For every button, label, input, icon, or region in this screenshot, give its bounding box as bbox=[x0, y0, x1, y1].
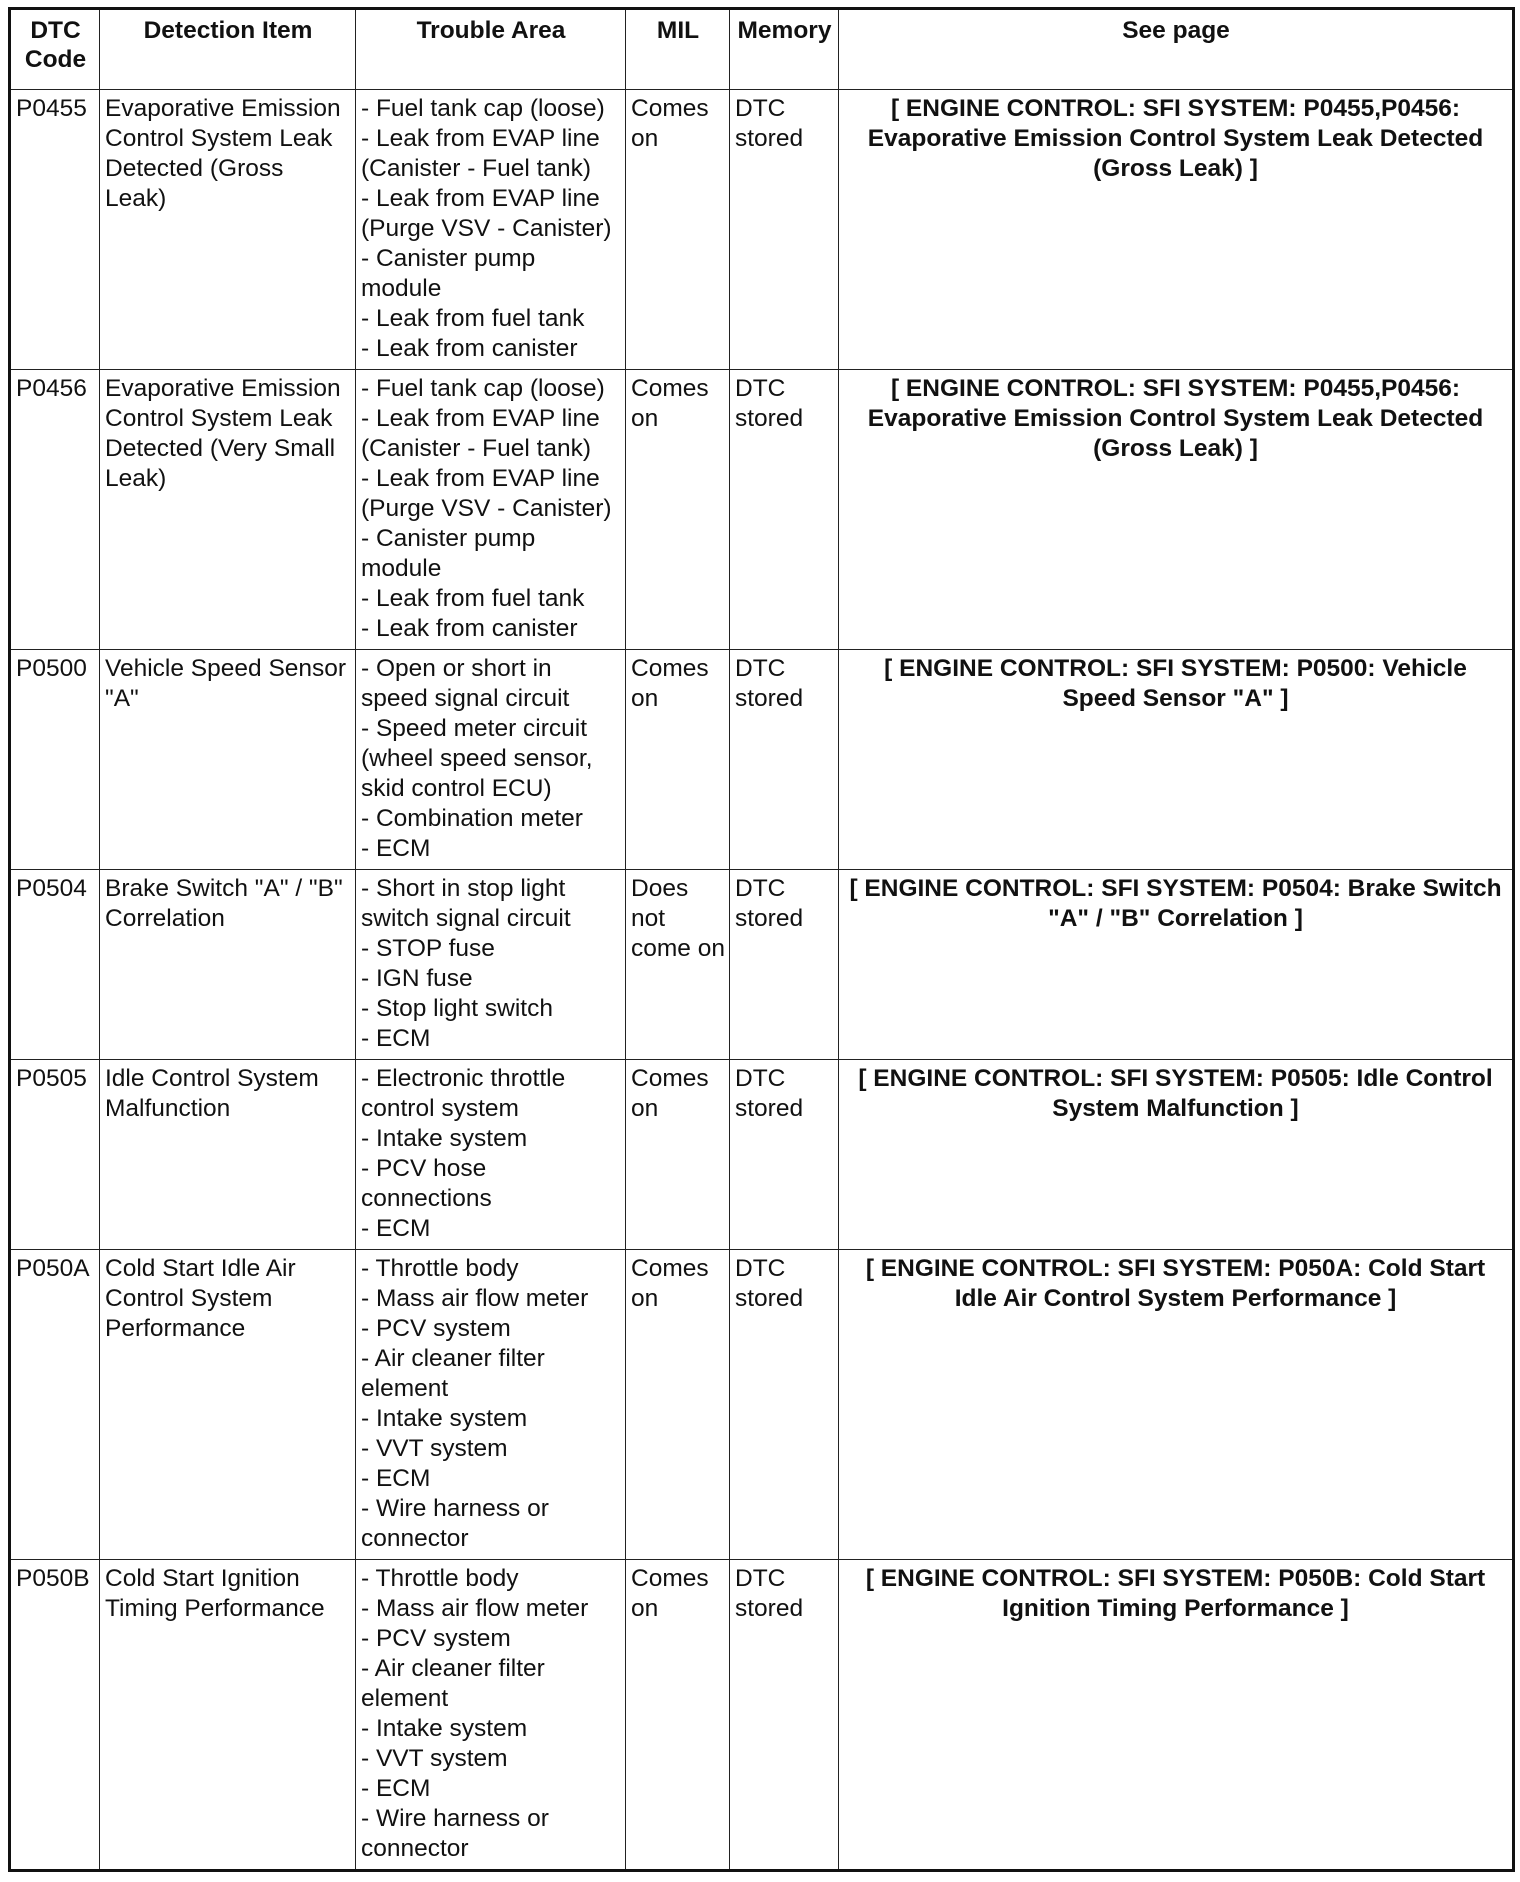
table-row bbox=[10, 870, 1514, 1060]
header-row bbox=[10, 9, 1514, 90]
memory-status: DTC stored bbox=[730, 1060, 839, 1250]
dtc-code: P0500 bbox=[10, 650, 100, 870]
mil-status: Comes on bbox=[626, 650, 730, 870]
memory-status: DTC stored bbox=[730, 1560, 839, 1871]
trouble-line: - STOP fuse bbox=[361, 935, 495, 962]
trouble-area bbox=[356, 870, 626, 1060]
trouble-line: - Air cleaner filter element bbox=[361, 1345, 545, 1402]
header-memory: Memory bbox=[730, 9, 839, 90]
see-page-link[interactable]: [ ENGINE CONTROL: SFI SYSTEM: P0504: Brake Switch "A" / "B" Correlation ] bbox=[839, 870, 1514, 1060]
detection-item: Cold Start Ignition Timing Performance bbox=[100, 1560, 356, 1871]
header-detection-item: Detection Item bbox=[100, 9, 356, 90]
trouble-line: - PCV system bbox=[361, 1625, 511, 1652]
trouble-line: - Throttle body bbox=[361, 1565, 519, 1592]
trouble-line: - Combination meter bbox=[361, 805, 583, 832]
trouble-area bbox=[356, 650, 626, 870]
trouble-area bbox=[356, 370, 626, 650]
table-row bbox=[10, 370, 1514, 650]
trouble-line: - VVT system bbox=[361, 1745, 508, 1772]
trouble-line: - Leak from EVAP line (Purge VSV - Canister) bbox=[361, 465, 612, 522]
detection-item: Vehicle Speed Sensor "A" bbox=[100, 650, 356, 870]
trouble-line: - VVT system bbox=[361, 1435, 508, 1462]
trouble-line: - Leak from fuel tank bbox=[361, 585, 585, 612]
dtc-code: P0455 bbox=[10, 90, 100, 370]
detection-item: Evaporative Emission Control System Leak Detected (Gross Leak) bbox=[100, 90, 356, 370]
memory-status: DTC stored bbox=[730, 90, 839, 370]
header-mil: MIL bbox=[626, 9, 730, 90]
see-page-link[interactable]: [ ENGINE CONTROL: SFI SYSTEM: P0505: Idle Control System Malfunction ] bbox=[839, 1060, 1514, 1250]
trouble-area bbox=[356, 1560, 626, 1871]
mil-status: Comes on bbox=[626, 370, 730, 650]
table-row bbox=[10, 1560, 1514, 1871]
trouble-line: - Electronic throttle control system bbox=[361, 1065, 566, 1122]
mil-status: Comes on bbox=[626, 90, 730, 370]
trouble-line: - Stop light switch bbox=[361, 995, 553, 1022]
see-page-link[interactable]: [ ENGINE CONTROL: SFI SYSTEM: P0455,P0456: Evaporative Emission Control System Leak Detected (Gross Leak) ] bbox=[839, 370, 1514, 650]
dtc-table bbox=[8, 7, 1515, 1872]
trouble-line: - ECM bbox=[361, 1215, 431, 1242]
memory-status: DTC stored bbox=[730, 870, 839, 1060]
trouble-line: - Fuel tank cap (loose) bbox=[361, 95, 605, 122]
trouble-line: - Intake system bbox=[361, 1125, 528, 1152]
dtc-code: P0456 bbox=[10, 370, 100, 650]
see-page-link[interactable]: [ ENGINE CONTROL: SFI SYSTEM: P0500: Vehicle Speed Sensor "A" ] bbox=[839, 650, 1514, 870]
trouble-line: - Mass air flow meter bbox=[361, 1595, 589, 1622]
detection-item: Idle Control System Malfunction bbox=[100, 1060, 356, 1250]
detection-item: Brake Switch "A" / "B" Correlation bbox=[100, 870, 356, 1060]
trouble-line: - Leak from canister bbox=[361, 615, 578, 642]
trouble-line: - Mass air flow meter bbox=[361, 1285, 589, 1312]
trouble-line: - Open or short in speed signal circuit bbox=[361, 655, 570, 712]
dtc-code: P0505 bbox=[10, 1060, 100, 1250]
trouble-line: - Canister pump module bbox=[361, 245, 536, 302]
trouble-line: - Throttle body bbox=[361, 1255, 519, 1282]
trouble-area bbox=[356, 1250, 626, 1560]
memory-status: DTC stored bbox=[730, 370, 839, 650]
mil-status: Comes on bbox=[626, 1560, 730, 1871]
header-dtc-code: DTC Code bbox=[10, 9, 100, 90]
dtc-code: P050B bbox=[10, 1560, 100, 1871]
trouble-line: - Leak from EVAP line (Canister - Fuel tank) bbox=[361, 405, 600, 462]
detection-item: Evaporative Emission Control System Leak Detected (Very Small Leak) bbox=[100, 370, 356, 650]
header-trouble-area: Trouble Area bbox=[356, 9, 626, 90]
detection-item: Cold Start Idle Air Control System Performance bbox=[100, 1250, 356, 1560]
trouble-line: - Leak from canister bbox=[361, 335, 578, 362]
mil-status: Comes on bbox=[626, 1060, 730, 1250]
see-page-link[interactable]: [ ENGINE CONTROL: SFI SYSTEM: P0455,P0456: Evaporative Emission Control System Leak Detected (Gross Leak) ] bbox=[839, 90, 1514, 370]
trouble-line: - PCV system bbox=[361, 1315, 511, 1342]
memory-status: DTC stored bbox=[730, 650, 839, 870]
trouble-line: - Intake system bbox=[361, 1405, 528, 1432]
trouble-line: - Short in stop light switch signal circuit bbox=[361, 875, 571, 932]
dtc-code: P050A bbox=[10, 1250, 100, 1560]
table-row bbox=[10, 1060, 1514, 1250]
memory-status: DTC stored bbox=[730, 1250, 839, 1560]
table-row bbox=[10, 1250, 1514, 1560]
trouble-line: - Air cleaner filter element bbox=[361, 1655, 545, 1712]
mil-status: Comes on bbox=[626, 1250, 730, 1560]
trouble-line: - ECM bbox=[361, 1465, 431, 1492]
trouble-line: - IGN fuse bbox=[361, 965, 473, 992]
trouble-line: - ECM bbox=[361, 835, 431, 862]
trouble-line: - Leak from EVAP line (Purge VSV - Canister) bbox=[361, 185, 612, 242]
trouble-line: - ECM bbox=[361, 1775, 431, 1802]
see-page-link[interactable]: [ ENGINE CONTROL: SFI SYSTEM: P050A: Cold Start Idle Air Control System Performance ] bbox=[839, 1250, 1514, 1560]
table-row bbox=[10, 90, 1514, 370]
trouble-line: - PCV hose connections bbox=[361, 1155, 492, 1212]
header-see-page: See page bbox=[839, 9, 1514, 90]
trouble-line: - Speed meter circuit (wheel speed sensor, skid control ECU) bbox=[361, 715, 593, 802]
trouble-line: - Canister pump module bbox=[361, 525, 536, 582]
trouble-line: - Wire harness or connector bbox=[361, 1805, 549, 1862]
trouble-line: - ECM bbox=[361, 1025, 431, 1052]
trouble-area bbox=[356, 90, 626, 370]
see-page-link[interactable]: [ ENGINE CONTROL: SFI SYSTEM: P050B: Cold Start Ignition Timing Performance ] bbox=[839, 1560, 1514, 1871]
table-row bbox=[10, 650, 1514, 870]
trouble-area bbox=[356, 1060, 626, 1250]
trouble-line: - Fuel tank cap (loose) bbox=[361, 375, 605, 402]
trouble-line: - Wire harness or connector bbox=[361, 1495, 549, 1552]
mil-status: Does not come on bbox=[626, 870, 730, 1060]
dtc-code: P0504 bbox=[10, 870, 100, 1060]
trouble-line: - Leak from fuel tank bbox=[361, 305, 585, 332]
trouble-line: - Leak from EVAP line (Canister - Fuel tank) bbox=[361, 125, 600, 182]
trouble-line: - Intake system bbox=[361, 1715, 528, 1742]
